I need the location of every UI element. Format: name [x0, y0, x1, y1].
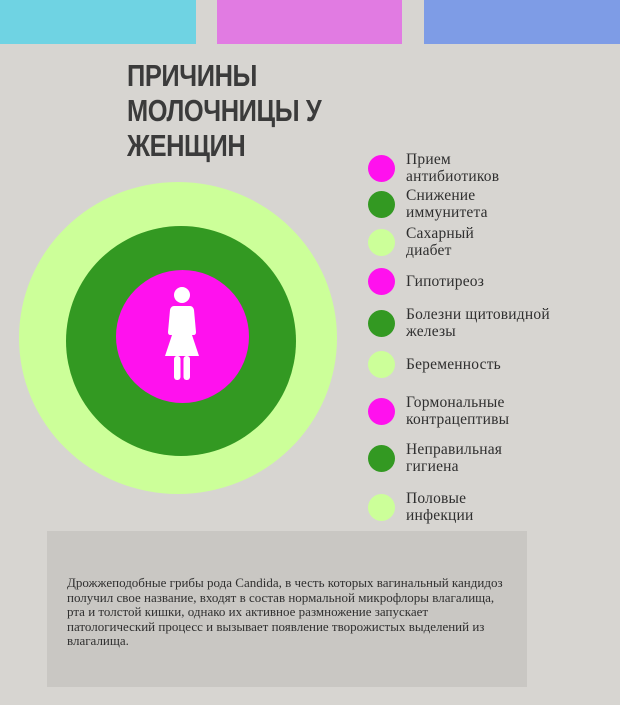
- page-title: ПРИЧИНЫ МОЛОЧНИЦЫ У ЖЕНЩИН: [127, 58, 322, 163]
- legend-dot: [368, 351, 395, 378]
- legend-dot: [368, 229, 395, 256]
- legend-item: [368, 351, 501, 378]
- legend-item: [368, 225, 474, 259]
- legend-item: [368, 151, 499, 185]
- top-bar-blue: [424, 0, 620, 44]
- description-box: [47, 531, 527, 687]
- legend-label: Гормональные контрацептивы: [406, 394, 510, 428]
- legend-dot: [368, 445, 395, 472]
- legend-dot: [368, 310, 395, 337]
- legend-item: [368, 268, 484, 295]
- legend-dot: [368, 268, 395, 295]
- legend-label: Половые инфекции: [406, 490, 474, 524]
- legend-label: Сахарный диабет: [406, 225, 474, 259]
- top-bar-cyan: [0, 0, 196, 44]
- legend-label: Болезни щитовидной железы: [406, 306, 550, 340]
- legend-item: [368, 490, 474, 524]
- legend-label: Беременность: [406, 356, 501, 373]
- legend-label: Снижение иммунитета: [406, 187, 488, 221]
- legend-item: [368, 394, 546, 428]
- legend-item: [368, 187, 488, 221]
- description-text: Дрожжеподобные грибы рода Candida, в честь которых вагинальный кандидоз получил свое название, входят в состав нормальной микрофлоры влагалища, рта и толстой кишки, однако их активное размножение запускает патологический процесс и вызывает появление творожистых выделений из влагалища.: [67, 575, 503, 648]
- legend-item: [368, 306, 576, 340]
- top-bar-magenta: [217, 0, 402, 44]
- woman-icon: [162, 286, 202, 382]
- legend-item: [368, 441, 502, 475]
- legend-dot: [368, 155, 395, 182]
- legend-label: Прием антибиотиков: [406, 151, 500, 185]
- legend-label: Неправильная гигиена: [406, 441, 503, 475]
- legend-label: Гипотиреоз: [406, 273, 485, 290]
- legend-dot: [368, 398, 395, 425]
- legend-dot: [368, 191, 395, 218]
- legend-dot: [368, 494, 395, 521]
